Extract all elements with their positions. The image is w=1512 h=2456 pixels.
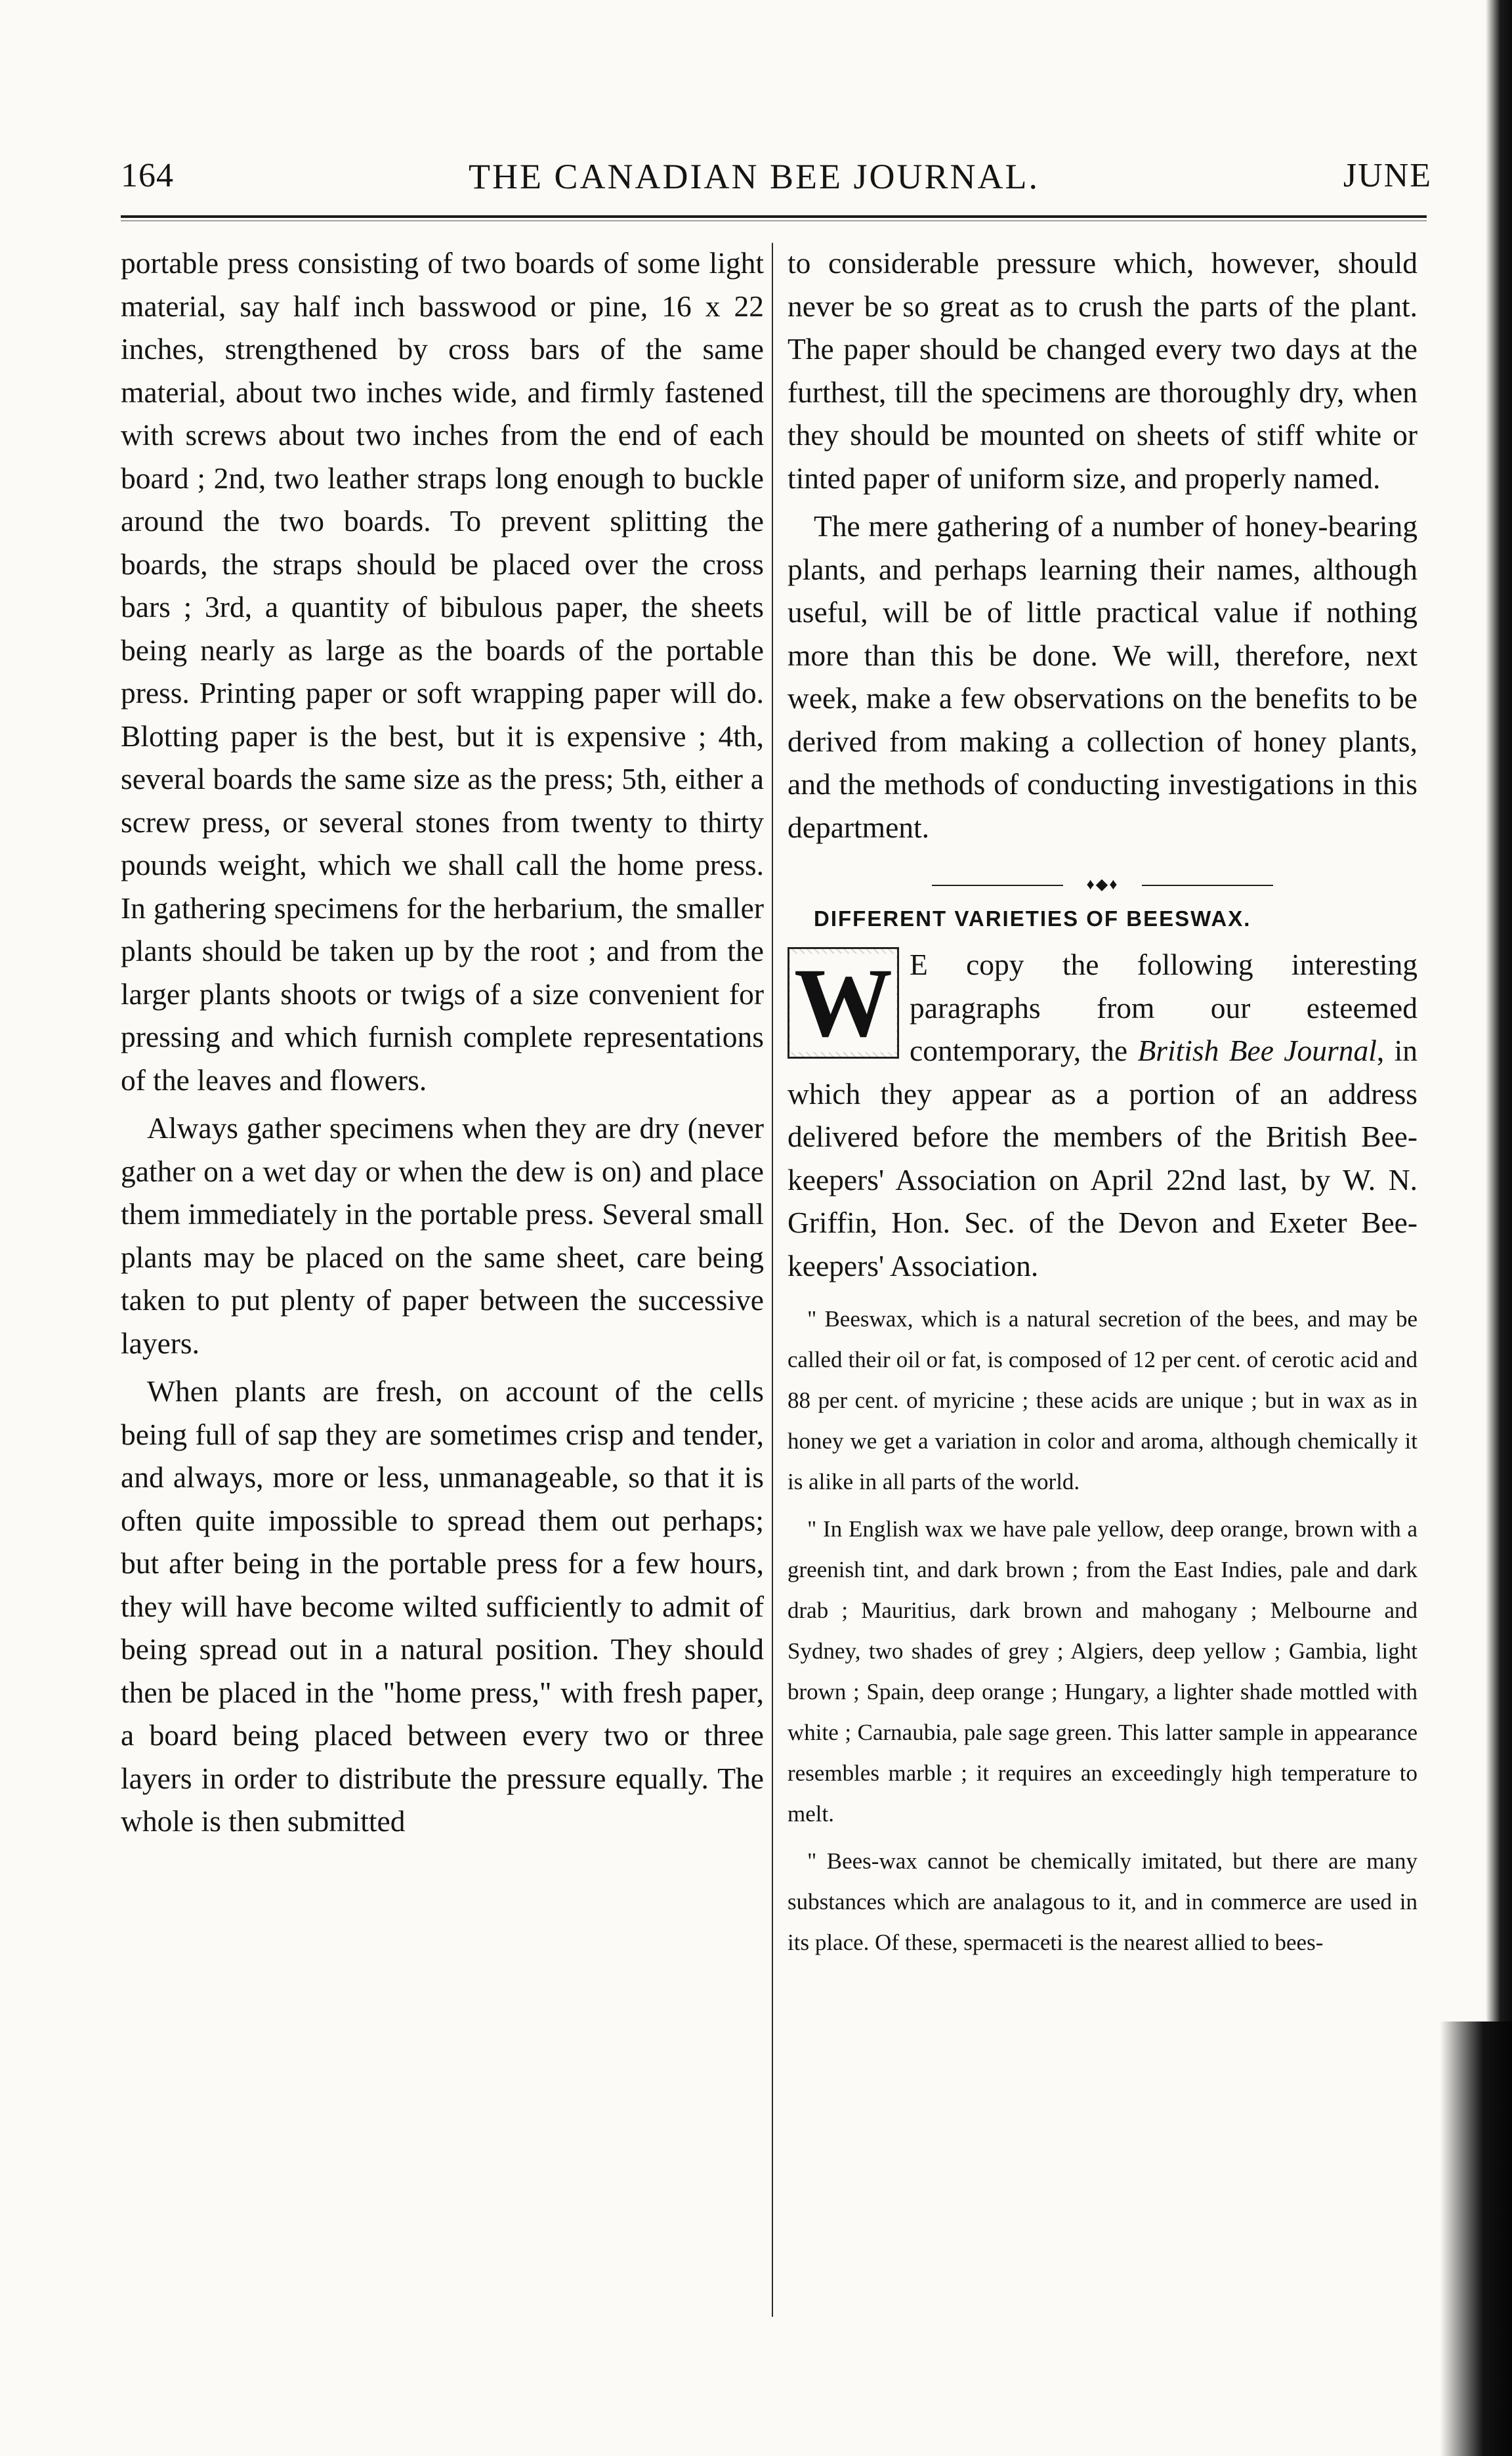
- header-month: JUNE: [1343, 157, 1432, 194]
- intro-paragraph: [788, 943, 1418, 1287]
- intro-text-end: , in which they appear as a portion of an address delivered before the members of the British Bee-keepers' Association on April 22nd last, by W. N. Griffin, Hon. Sec. of the Devon and Exeter Bee-keepers' Association.: [788, 1034, 1418, 1282]
- quote-paragraph-2: " In English wax we have pale yellow, deep orange, brown with a greenish tint, and dark brown ; from the East Indies, pale and dark drab ; Mauritius, dark brown and mahogany ; Melbourne and Sydney, two shades of grey ; Algiers, deep yellow ; Gambia, light brown ; Spain, deep orange ; Hungary, a lighter shade mottled with white ; Carnaubia, pale sage green. This latter sample in appearance resembles marble ; it requires an exceedingly high temperature to melt.: [788, 1516, 1418, 1827]
- left-paragraph-2: Always gather specimens when they are dry (never gather on a wet day or when the dew is on) and place them immediately in the portable press. Several small plants may be placed on the same sheet, care being taken to put plenty of paper between the successive layers.: [121, 1111, 764, 1360]
- binding-edge-dark: [1440, 2022, 1512, 2456]
- quote-paragraph-1: " Beeswax, which is a natural secretion of the bees, and may be called their oil or fat, is composed of 12 per cent. of cerotic acid and 88 per cent. of myricine ; these acids are unique ; but in wax as in honey we get a variation in color and aroma, although chemically it is alike in all parts of the world.: [788, 1306, 1418, 1494]
- right-column: [788, 242, 1418, 1970]
- left-paragraph-3: When plants are fresh, on account of the cells being full of sap they are sometimes crisp and tender, and always, more or less, unmanageable, so that it is often quite impossible to spread them out perhaps; but after being in the portable press for a few hours, they will have become wilted sufficiently to admit of being spread out in a natural position. They should then be placed in the "home press," with fresh paper, a board being placed between every two or three layers in order to distribute the pressure equally. The whole is then submitted: [121, 1374, 764, 1838]
- ornament-mark: ♦◆♦: [1086, 876, 1119, 893]
- right-paragraph-1: to considerable pressure which, however, should never be so great as to crush the parts of the plant. The paper should be changed every two days at the furthest, till the specimens are thoroughly dry, when they should be mounted on sheets of stiff white or tinted paper of uniform size, and properly named.: [788, 246, 1418, 495]
- quoted-address: [788, 1299, 1418, 1963]
- quote-paragraph-3: " Bees-wax cannot be chemically imitated, but there are many substances which are analagous to it, and in commerce are used in its place. Of these, spermaceti is the nearest allied to bees-: [788, 1848, 1418, 1955]
- journal-title: THE CANADIAN BEE JOURNAL.: [469, 157, 1040, 196]
- header-rule: [121, 215, 1427, 218]
- left-column: [121, 242, 764, 1848]
- page-number: 164: [121, 157, 174, 194]
- intro-text-start: E copy the following interesting paragraphs from our esteemed contemporary, the: [910, 948, 1418, 1067]
- left-paragraph-1: portable press consisting of two boards of some light material, say half inch basswood or pine, 16 x 22 inches, strengthened by cross bars of the same material, about two inches wide, and firmly fastened with screws about two inches from the end of each board ; 2nd, two leather straps long enough to buckle around the two boards. To prevent splitting the boards, the straps should be placed over the cross bars ; 3rd, a quantity of bibulous paper, the sheets being nearly as large as the boards of the portable press. Printing paper or soft wrapping paper will do. Blotting paper is the best, but it is expensive ; 4th, several boards the same size as the press; 5th, either a screw press, or several stones from twenty to thirty pounds weight, which we shall call the home press. In gathering specimens for the herbarium, the smaller plants should be taken up by the root ; and from the larger plants shoots or twigs of a size convenient for pressing and which furnish complete representations of the leaves and flowers.: [121, 246, 764, 1097]
- drop-cap: [788, 947, 899, 1059]
- page-header: [121, 152, 1432, 205]
- section-heading: DIFFERENT VARIETIES OF BEESWAX.: [814, 906, 1251, 931]
- right-paragraph-2: The mere gathering of a number of honey-bearing plants, and perhaps learning their names, although useful, will be of little practical value if nothing more than this be done. We will, therefore, next week, make a few observations on the benefits to be derived from making a collection of honey plants, and the methods of conducting investigations in this department.: [788, 509, 1418, 844]
- right-column-body: [788, 242, 1418, 849]
- drop-cap-letter: W: [790, 954, 896, 1052]
- intro-journal-name: British Bee Journal: [1137, 1034, 1377, 1067]
- ornament-line-left: [932, 885, 1063, 886]
- column-divider: [772, 243, 773, 2317]
- section-ornament: [788, 876, 1418, 893]
- ornament-line-right: [1142, 885, 1273, 886]
